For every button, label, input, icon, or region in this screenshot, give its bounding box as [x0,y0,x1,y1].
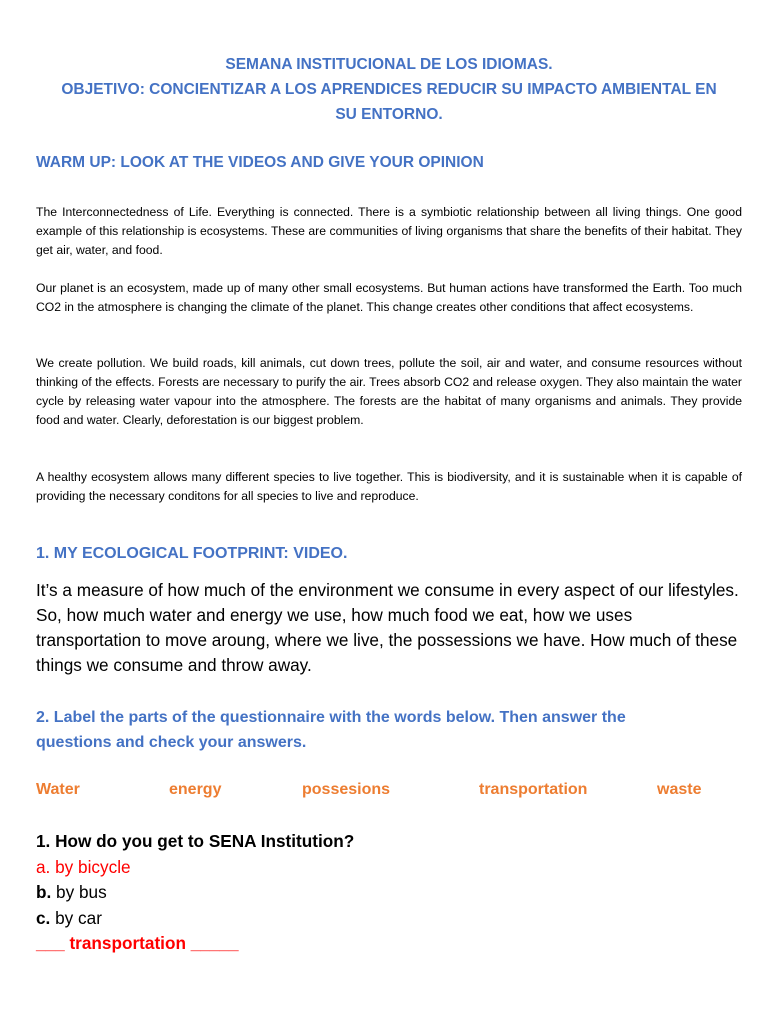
page-title [36,52,742,127]
section-1-heading: 1. MY ECOLOGICAL FOOTPRINT: VIDEO. [36,545,348,562]
word-bank-item: Water [36,781,80,798]
question-1-option-a: a. by bicycle [36,856,131,877]
section-2-heading [36,705,626,755]
option-c-letter: c. [36,907,51,928]
option-b-text: by bus [51,882,107,902]
option-b-letter: b. [36,882,52,902]
title-line-1: SEMANA INSTITUCIONAL DE LOS IDIOMAS. [225,56,553,73]
option-c-text: by car [50,907,102,928]
word-bank-item: energy [169,781,222,798]
title-line-2: OBJETIVO: CONCIENTIZAR A LOS APRENDICES REDUCIR SU IMPACTO AMBIENTAL EN [61,81,717,98]
warmup-heading: WARM UP: LOOK AT THE VIDEOS AND GIVE YOUR OPINION [36,154,484,171]
paragraph-3: We create pollution. We build roads, kill animals, cut down trees, pollute the soil, air and water, and consume resources without thinking of the effects. Forests are necessary to purify the air. Trees absorb CO2 and release oxygen. They also maintain the water cycle by releasing water vapour into the atmosphere. The forests are the habitat of many organisms and animals. They provide food and water. Clearly, deforestation is our biggest problem. [36,356,742,427]
word-bank-item: waste [657,781,702,798]
section-2-heading-line-2: questions and check your answers. [36,734,307,751]
word-bank-item: possesions [302,781,391,798]
section-1-text: It’s a measure of how much of the environment we consume in every aspect of our lifestyles. So, how much water and energy we use, how much food we eat, how we uses transportation to move aroung, where we live, the possessions we have. How much of these things we consume and throw away. [36,580,739,675]
question-1 [36,829,354,957]
question-1-option-b [36,880,354,906]
section-2-heading-line-1: 2. Label the parts of the questionnaire with the words below. Then answer the [36,709,626,726]
word-bank-item: transportation [479,781,588,798]
title-line-3: SU ENTORNO. [335,106,443,123]
paragraph-4: A healthy ecosystem allows many different species to live together. This is biodiversity, and it is sustainable when it is capable of providing the necessary conditons for all species to live and reproduce. [36,470,742,503]
paragraph-2: Our planet is an ecosystem, made up of many other small ecosystems. But human actions have transformed the Earth. Too much CO2 in the atmosphere is changing the climate of the planet. This change creates other conditions that affect ecosystems. [36,281,742,314]
question-1-option-c [36,906,354,932]
question-1-answer-label: ___ transportation _____ [36,933,239,953]
paragraph-1: The Interconnectedness of Life. Everything is connected. There is a symbiotic relationship between all living things. One good example of this relationship is ecosystems. These are communities of living organisms that share the benefits of their habitat. They get air, water, and food. [36,205,742,257]
question-1-prompt: 1. How do you get to SENA Institution? [36,831,355,851]
